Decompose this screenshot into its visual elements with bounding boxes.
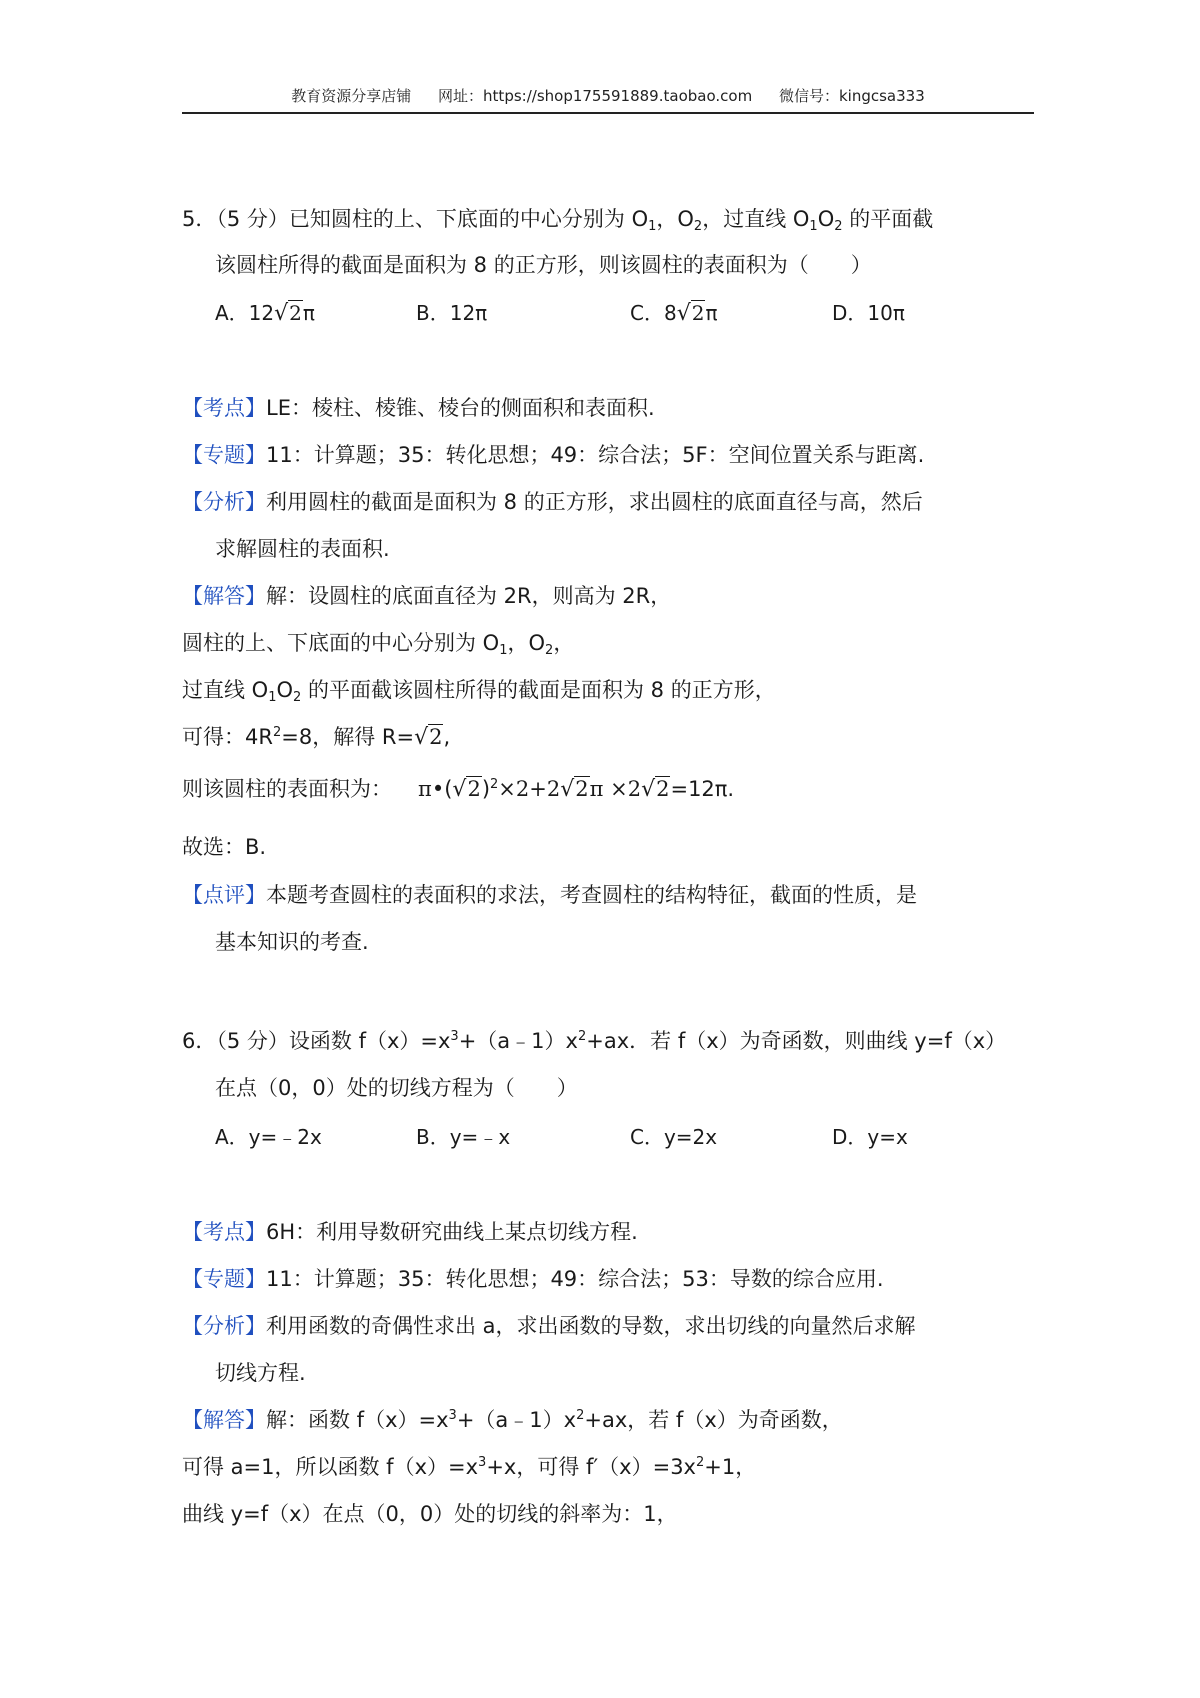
sqrt-symbol: √2	[560, 777, 589, 802]
q5-option-d: D．10π	[832, 301, 905, 325]
sqrt-symbol: √2	[274, 301, 302, 326]
sqrt-symbol: √2	[676, 301, 705, 326]
q6-stem-line1: 6．（5 分）设函数 $f(x)=x^3+(a﹣1)x^2+ax$．若 f（x）为奇函数，则曲线 y=f（x）	[182, 1029, 1007, 1053]
q5-jieda-line1: 【解答】解：设圆柱的底面直径为 2R，则高为 2R，	[182, 584, 672, 608]
q5-fenxi-line2: 求解圆柱的表面积.	[215, 537, 390, 561]
kaodian-tag: 【考点】	[182, 1220, 266, 1244]
fenxi-tag: 【分析】	[182, 490, 266, 514]
q5-option-a: A．12√2π	[215, 298, 315, 329]
zhuanti-tag: 【专题】	[182, 443, 266, 467]
q5-stem-line1: 5．（5 分）已知圆柱的上、下底面的中心分别为 $O_1$，$O_2$，过直线 $O_1O_2$ 的平面截	[182, 207, 934, 234]
q6-option-c: C．y=2x	[630, 1125, 718, 1149]
q5-dianping-line1: 【点评】本题考查圆柱的表面积的求法，考查圆柱的结构特征，截面的性质，是	[182, 883, 917, 907]
q5-stem-line2: 该圆柱所得的截面是面积为 8 的正方形，则该圆柱的表面积为（ ）	[215, 253, 872, 277]
q6-option-d: D．y=x	[832, 1125, 908, 1149]
q6-jieda-line1: 【解答】解：函数 $f(x)=x^3+(a﹣1)x^2+ax$，若 f（x）为奇函数，	[182, 1408, 843, 1432]
sqrt-symbol: √2	[641, 777, 670, 802]
q5-jieda-line2: 圆柱的上、下底面的中心分别为 $O_1$，$O_2$，	[182, 631, 575, 658]
q5-fenxi-line1: 【分析】利用圆柱的截面是面积为 8 的正方形，求出圆柱的底面直径与高，然后	[182, 490, 923, 514]
fenxi-tag: 【分析】	[182, 1314, 266, 1338]
wechat-label: 微信号：	[778, 87, 839, 105]
q5-dianping-line2: 基本知识的考查.	[215, 930, 369, 954]
q6-jieda-line3: 曲线 y=f（x）在点（0，0）处的切线的斜率为：1，	[182, 1502, 678, 1526]
wechat-id: kingcsa333	[838, 87, 925, 105]
sqrt-symbol: √2	[452, 777, 481, 802]
zhuanti-tag: 【专题】	[182, 1267, 266, 1291]
q6-option-a: A．y=﹣2x	[215, 1125, 322, 1149]
q6-jieda-line2: 可得 a=1，所以函数 $f(x)=x^3+x$，可得 $f'(x)=3x^2+1$，	[182, 1455, 757, 1479]
shop-name: 教育资源分享店铺	[291, 87, 412, 105]
dianping-tag: 【点评】	[182, 883, 266, 907]
jieda-tag: 【解答】	[182, 584, 266, 608]
site-label: 网址：	[438, 87, 484, 105]
kaodian-tag: 【考点】	[182, 396, 266, 420]
q5-jieda-line4: 可得：$4R^2=8$，解得 R=√2,	[182, 722, 450, 753]
q5-jieda-line5: 则该圆柱的表面积为： $\pi•(√2)^2\times 2+2√2\pi \times 2√2=12\pi$.	[182, 774, 734, 805]
q5-guxuan: 故选：B.	[182, 835, 267, 859]
q5-option-b: B．12π	[416, 301, 488, 325]
q5-jieda-line3: 过直线 $O_1O_2$ 的平面截该圆柱所得的截面是面积为 8 的正方形，	[182, 678, 776, 705]
q6-fenxi-line2: 切线方程.	[215, 1361, 306, 1385]
q5-zhuanti: 【专题】11：计算题；35：转化思想；49：综合法；5F：空间位置关系与距离.	[182, 443, 925, 467]
q6-zhuanti: 【专题】11：计算题；35：转化思想；49：综合法；53：导数的综合应用.	[182, 1267, 884, 1291]
q6-kaodian: 【考点】6H：利用导数研究曲线上某点切线方程.	[182, 1220, 638, 1244]
q5-kaodian: 【考点】LE：棱柱、棱锥、棱台的侧面积和表面积.	[182, 396, 655, 420]
q5-option-c: C．8√2π	[630, 298, 718, 329]
site-url[interactable]: https://shop175591889.taobao.com	[483, 87, 753, 105]
q6-option-b: B．y=﹣x	[416, 1125, 511, 1149]
q6-stem-line2: 在点（0，0）处的切线方程为（ ）	[215, 1076, 578, 1100]
q6-fenxi-line1: 【分析】利用函数的奇偶性求出 a，求出函数的导数，求出切线的向量然后求解	[182, 1314, 916, 1338]
page-header	[182, 84, 1034, 114]
jieda-tag: 【解答】	[182, 1408, 266, 1432]
sqrt-symbol: √2	[414, 725, 443, 750]
